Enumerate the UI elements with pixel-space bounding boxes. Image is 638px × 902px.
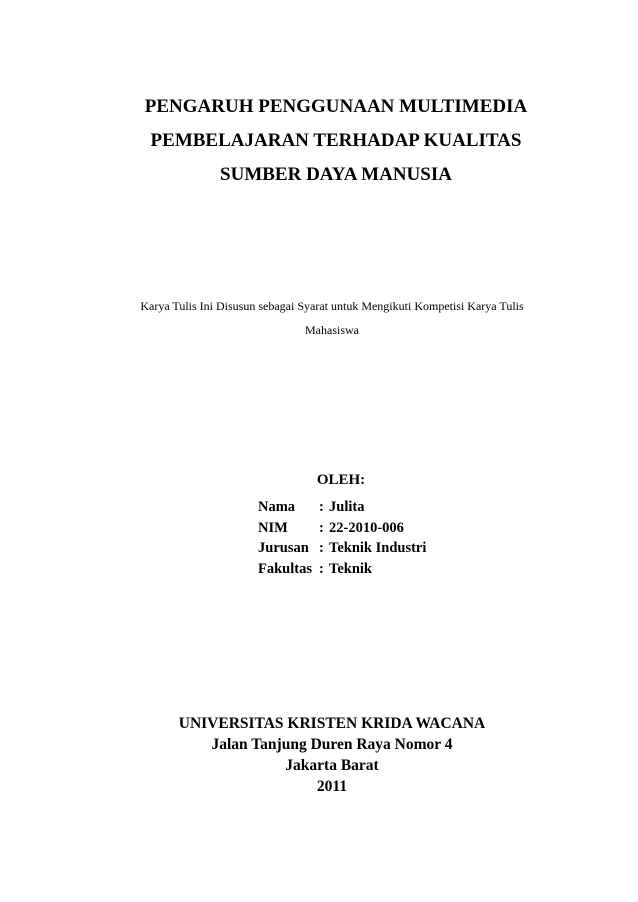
author-value: Julita — [329, 499, 365, 515]
institution-city: Jakarta Barat — [285, 757, 379, 774]
institution-address: Jalan Tanjung Duren Raya Nomor 4 — [211, 736, 453, 753]
author-separator: : — [319, 519, 324, 536]
author-info-table — [258, 497, 426, 579]
title-line-1: PENGARUH PENGGUNAAN MULTIMEDIA — [144, 96, 528, 117]
author-separator: : — [319, 499, 324, 515]
author-label: Fakultas — [258, 560, 312, 577]
title-line-3: SUMBER DAYA MANUSIA — [220, 164, 452, 185]
author-heading: OLEH: — [316, 472, 366, 488]
institution-block — [0, 713, 638, 797]
author-separator: : — [319, 540, 324, 556]
author-row-nama — [258, 497, 426, 518]
author-separator: : — [319, 560, 324, 577]
author-value: Teknik — [329, 560, 372, 577]
author-row-jurusan — [258, 538, 426, 559]
subtitle-line-2: Mahasiswa — [305, 323, 359, 337]
author-row-fakultas — [258, 559, 426, 580]
author-value: Teknik Industri — [329, 540, 427, 556]
author-row-nim — [258, 518, 426, 539]
author-value: 22-2010-006 — [329, 519, 404, 536]
title-line-2: PEMBELAJARAN TERHADAP KUALITAS — [150, 130, 522, 151]
institution-name: UNIVERSITAS KRISTEN KRIDA WACANA — [178, 715, 486, 732]
document-subtitle — [0, 294, 638, 342]
subtitle-line-1: Karya Tulis Ini Disusun sebagai Syarat untuk Mengikuti Kompetisi Karya Tulis — [140, 299, 524, 313]
author-label: Jurusan — [258, 540, 309, 556]
author-label: NIM — [258, 519, 288, 536]
document-title — [0, 90, 638, 192]
document-year: 2011 — [316, 778, 348, 795]
author-label: Nama — [258, 499, 296, 515]
